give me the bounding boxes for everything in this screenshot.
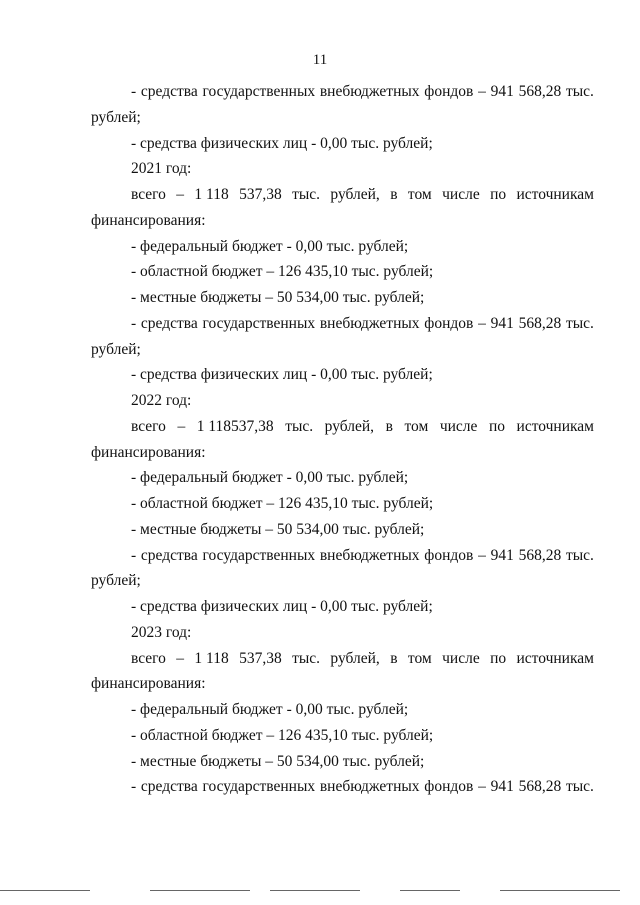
word: средства — [140, 314, 198, 332]
word: – — [478, 778, 486, 796]
word: – — [176, 186, 185, 203]
text-line: - средства физических лиц - 0,00 тыс. рублей; — [131, 598, 433, 615]
word: внебюджетных — [319, 546, 420, 564]
word: - — [131, 314, 137, 332]
word: – — [478, 546, 486, 564]
text-line: 2022 год: — [131, 392, 192, 409]
text-line: финансирования: — [91, 675, 206, 693]
word: государственных — [202, 778, 316, 796]
word: 537,38 — [239, 649, 282, 667]
word: всего — [131, 649, 166, 667]
text-line: - федеральный бюджет - 0,00 тыс. рублей; — [131, 701, 409, 718]
text-line: - местные бюджеты – 50 534,00 тыс. рублей; — [131, 289, 425, 306]
word: - — [131, 83, 137, 100]
word: рублей, — [324, 417, 375, 435]
word: 941 — [490, 546, 514, 564]
word: 568,28 — [518, 314, 562, 332]
text-line: 2023 год: — [131, 623, 192, 641]
word: числе — [439, 417, 478, 435]
text-line — [131, 649, 594, 669]
word: государственных — [202, 546, 316, 564]
word: том — [407, 186, 432, 203]
text-line: финансирования: — [91, 211, 206, 229]
word: тыс. — [565, 83, 594, 100]
word: тыс. — [285, 417, 314, 435]
word: внебюджетных — [319, 83, 420, 100]
text-line — [131, 314, 594, 334]
text-line: - средства физических лиц - 0,00 тыс. рублей; — [131, 366, 433, 384]
word: источникам — [516, 186, 594, 203]
footer-rule-segment — [270, 890, 360, 891]
text-line — [131, 546, 594, 566]
text-line: - местные бюджеты – 50 534,00 тыс. рублей; — [131, 520, 425, 538]
word: рублей, — [330, 649, 380, 667]
word: - — [131, 546, 137, 564]
word: по — [488, 417, 505, 435]
footer-rule-segment — [500, 890, 620, 891]
text-line: - областной бюджет – 126 435,10 тыс. рублей; — [131, 495, 434, 512]
word: 1 118537,38 — [196, 417, 274, 435]
word: тыс. — [292, 649, 321, 667]
word: – — [176, 649, 185, 667]
word: 568,28 — [518, 546, 562, 564]
word: 941 — [490, 314, 514, 332]
word: внебюджетных — [319, 314, 420, 332]
word: источникам — [516, 649, 594, 667]
word: – — [177, 417, 186, 435]
text-line: 2021 год: — [131, 160, 192, 178]
word: 568,28 — [518, 778, 562, 796]
text-line — [131, 777, 594, 797]
text-line: рублей; — [91, 572, 141, 590]
text-line: - местные бюджеты – 50 534,00 тыс. рублей; — [131, 752, 425, 770]
text-line: - областной бюджет – 126 435,10 тыс. рублей; — [131, 726, 434, 744]
word: средства — [140, 778, 198, 796]
word: 941 — [490, 83, 514, 100]
word: источникам — [516, 417, 594, 435]
word: средства — [140, 83, 198, 100]
word: средства — [140, 546, 198, 564]
text-line: - федеральный бюджет - 0,00 тыс. рублей; — [131, 237, 409, 255]
word: 537,38 — [239, 186, 282, 203]
word: числе — [442, 186, 480, 203]
page-number: 11 — [312, 52, 328, 68]
text-line: - федеральный бюджет - 0,00 тыс. рублей; — [131, 469, 409, 487]
footer-rule-segment — [0, 890, 90, 891]
text-line — [131, 82, 594, 102]
word: тыс. — [565, 778, 594, 796]
word: государственных — [202, 83, 316, 100]
word: в — [385, 417, 393, 435]
footer-rule-segment — [400, 890, 460, 891]
word: тыс. — [565, 314, 594, 332]
word: том — [407, 649, 432, 667]
word: – — [478, 314, 486, 332]
word: 941 — [490, 778, 514, 796]
word: государственных — [202, 314, 316, 332]
word: всего — [131, 417, 166, 435]
word: внебюджетных — [319, 778, 420, 796]
word: том — [404, 417, 429, 435]
word: рублей, — [330, 186, 380, 203]
word: числе — [442, 649, 480, 667]
word: фондов — [424, 778, 474, 796]
word: в — [390, 649, 398, 667]
word: - — [131, 778, 137, 796]
word: фондов — [424, 314, 474, 332]
word: 1 118 — [194, 186, 229, 203]
word: по — [490, 649, 507, 667]
word: всего — [131, 186, 166, 203]
word: тыс. — [565, 546, 594, 564]
text-line: финансирования: — [91, 443, 206, 461]
word: по — [490, 186, 507, 203]
text-line: - средства физических лиц - 0,00 тыс. рублей; — [131, 134, 433, 152]
text-line: рублей; — [91, 108, 141, 126]
word: 1 118 — [194, 649, 229, 667]
text-line — [131, 417, 594, 437]
word: фондов — [424, 546, 474, 564]
word: 568,28 — [518, 83, 562, 100]
text-line: рублей; — [91, 340, 141, 358]
word: фондов — [424, 83, 474, 100]
text-line — [131, 185, 594, 205]
word: – — [478, 83, 486, 100]
footer-rule-segment — [150, 890, 250, 891]
text-line: - областной бюджет – 126 435,10 тыс. рублей; — [131, 263, 434, 281]
word: в — [390, 186, 398, 203]
word: тыс. — [292, 186, 321, 203]
